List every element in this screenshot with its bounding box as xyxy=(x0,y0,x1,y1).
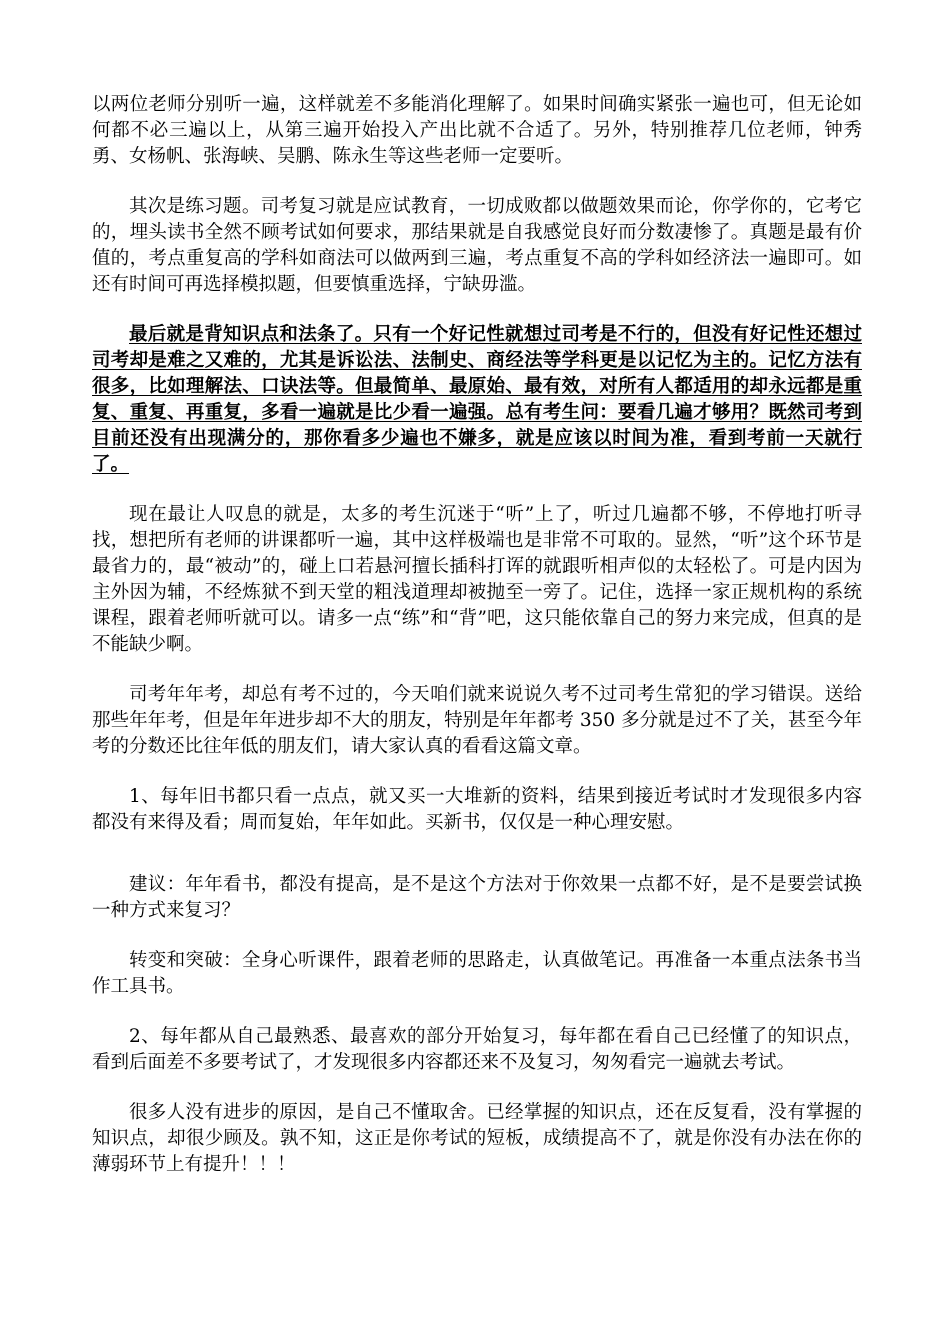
paragraph-recommended-teachers: 以两位老师分别听一遍，这样就差不多能消化理解了。如果时间确实紧张一遍也可，但无论如何都不必三遍以上，从第三遍开始投入产出比就不合适了。另外，特别推荐几位老师，钟秀勇、女杨帆、张海峡、吴鹏、陈永生等这些老师一定要听。 xyxy=(92,94,862,167)
paragraph-common-mistakes-intro: 司考年年考，却总有考不过的，今天咱们就来说说久考不过司考生常犯的学习错误。送给那些年年考，但是年年进步却不大的朋友，特别是年年都考 350 多分就是过不了关，甚至今年考的分数还比往年低的朋友们，请大家认真的看看这篇文章。 xyxy=(92,684,862,757)
paragraph-memorization-emphasis: 最后就是背知识点和法条了。只有一个好记性就想过司考是不行的，但没有好记性还想过司考却是难之又难的，尤其是诉讼法、法制史、商经法等学科更是以记忆为主的。记忆方法有很多，比如理解法、口诀法等。但最简单、最原始、最有效，对所有人都适用的却永远都是重复、重复、再重复，多看一遍就是比少看一遍强。总有考生问：要看几遍才够用？既然司考到目前还没有出现满分的，那你看多少遍也不嫌多，就是应该以时间为准，看到考前一天就行了。 xyxy=(92,324,862,475)
paragraph-change-and-breakthrough: 转变和突破：全身心听课件，跟着老师的思路走，认真做笔记。再准备一本重点法条书当作工具书。 xyxy=(92,950,862,997)
paragraph-no-progress-reason: 很多人没有进步的原因，是自己不懂取舍。已经掌握的知识点，还在反复看，没有掌握的知识点，却很少顾及。孰不知，这正是你考试的短板，成绩提高不了，就是你没有办法在你的薄弱环节上有提升！！！ xyxy=(92,1102,862,1175)
paragraph-mistake-1: 1、每年旧书都只看一点点，就又买一大堆新的资料，结果到接近考试时才发现很多内容都没有来得及看；周而复始，年年如此。买新书，仅仅是一种心理安慰。 xyxy=(92,786,862,833)
paragraph-suggestion: 建议：年年看书，都没有提高，是不是这个方法对于你效果一点都不好，是不是要尝试换一种方式来复习？ xyxy=(92,874,862,921)
paragraph-practice-questions: 其次是练习题。司考复习就是应试教育，一切成败都以做题效果而论，你学你的，它考它的，埋头读书全然不顾考试如何要求，那结果就是自我感觉良好而分数凄惨了。真题是最有价值的，考点重复高的学科如商法可以做两到三遍，考点重复不高的学科如经济法一遍即可。如还有时间可再选择模拟题，但要慎重选择，宁缺毋滥。 xyxy=(92,196,862,295)
paragraph-listening-warning: 现在最让人叹息的就是，太多的考生沉迷于“听”上了，听过几遍都不够，不停地打听寻找，想把所有老师的讲课都听一遍，其中这样极端也是非常不可取的。显然，“听”这个环节是最省力的，最“被动”的，碰上口若悬河擅长插科打诨的就跟听相声似的太轻松了。可是内因为主外因为辅，不经炼狱不到天堂的粗浅道理却被抛至一旁了。记住，选择一家正规机构的系统课程，跟着老师听就可以。请多一点“练”和“背”吧，这只能依靠自己的努力来完成，但真的是不能缺少啊。 xyxy=(92,504,862,655)
paragraph-mistake-2: 2、每年都从自己最熟悉、最喜欢的部分开始复习，每年都在看自己已经懂了的知识点，看到后面差不多要考试了，才发现很多内容都还来不及复习，匆匆看完一遍就去考试。 xyxy=(92,1026,862,1073)
document-page xyxy=(92,92,862,1202)
